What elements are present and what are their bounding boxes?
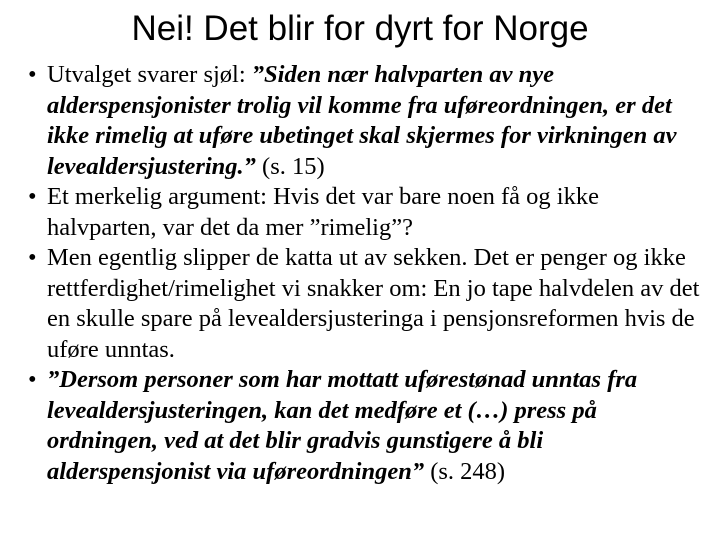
bullet-icon: • — [28, 61, 37, 88]
bullet-2-text: Et merkelig argument: Hvis det var bare noen få og ikke halvparten, var det da mer ”rimelig”? — [47, 183, 599, 241]
bullet-3-text: Men egentlig slipper de katta ut av sekken. Det er penger og ikke rettferdighet/rimelighet vi snakker om: En jo tape halvdelen av det en skulle spare på levealdersjusteringa i pensjonsreformen hvis de uføre unntas. — [47, 244, 700, 363]
bullet-item-1 — [24, 60, 700, 182]
bullet-icon: • — [28, 366, 37, 393]
bullet-4-citation: (s. 248) — [424, 457, 506, 485]
bullet-1-quote: ”Siden nær halvparten av nye alderspensjonister trolig vil komme fra uføreordningen, er det ikke rimelig at uføre ubetinget skal skjermes for virkningen av levealdersjustering.” — [47, 61, 677, 180]
bullet-1-text: Utvalget svarer sjøl: — [47, 61, 252, 88]
bullet-list — [24, 60, 700, 487]
bullet-icon: • — [28, 183, 37, 210]
bullet-1-citation: (s. 15) — [255, 152, 325, 180]
bullet-item-3 — [24, 243, 700, 365]
slide-title: Nei! Det blir for dyrt for Norge — [131, 9, 589, 48]
bullet-item-2 — [24, 182, 700, 243]
bullet-4-quote: ”Dersom personer som har mottatt uførestønad unntas fra levealdersjusteringen, kan det medføre et (…) press på ordningen, ved at det blir gradvis gunstigere å bli alderspensjonist via uføreordningen” — [47, 366, 638, 485]
bullet-item-4 — [24, 365, 700, 487]
bullet-icon: • — [28, 244, 37, 271]
